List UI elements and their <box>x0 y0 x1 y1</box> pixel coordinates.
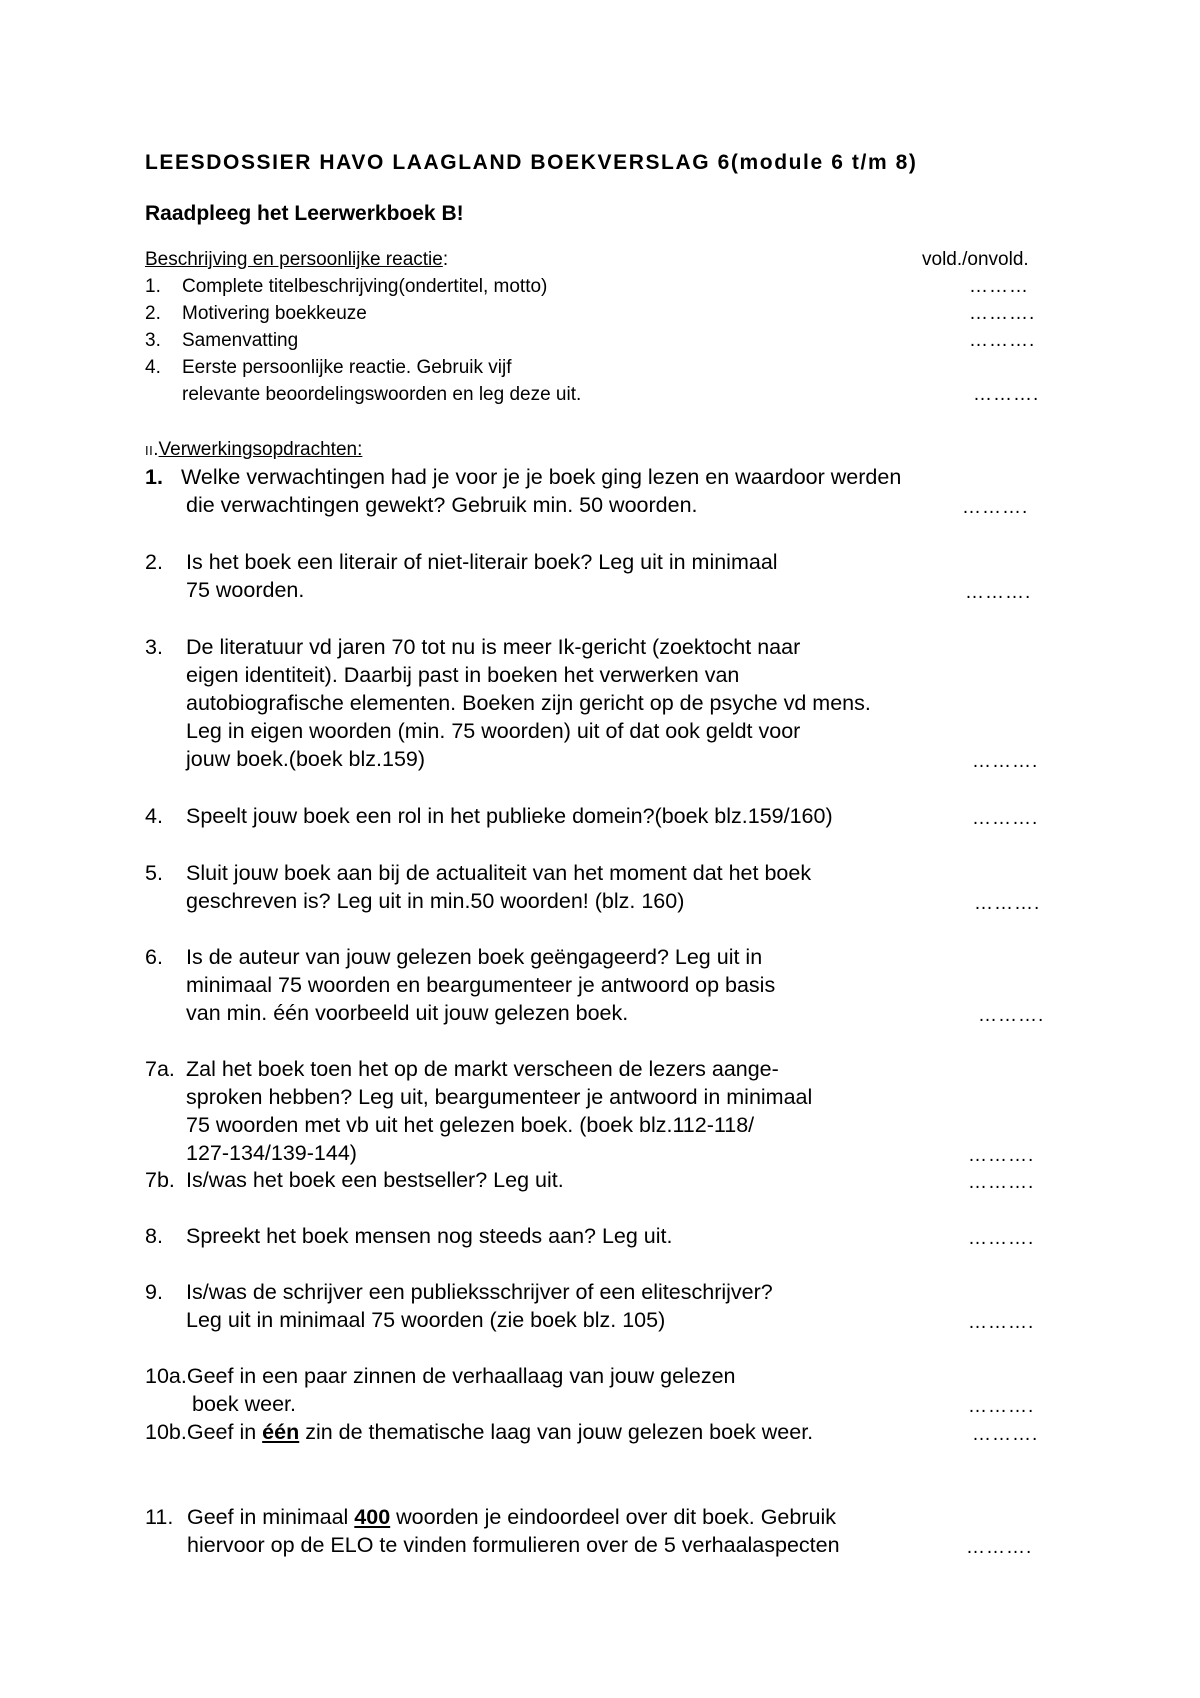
s2-item-text: van min. één voorbeeld uit jouw gelezen boek. <box>186 1001 629 1025</box>
s2-item-dots: ………. <box>972 1424 1039 1445</box>
s2-item-emphasis: 400 <box>354 1505 391 1529</box>
s2-item-text: Is/was de schrijver een publieksschrijver of een eliteschrijver? <box>186 1280 773 1304</box>
s2-item-text: minimaal 75 woorden en beargumenteer je antwoord op basis <box>186 973 776 997</box>
s2-item-dots: ………. <box>972 808 1039 829</box>
s2-item-text <box>145 1366 736 1388</box>
s2-item-dots: ………. <box>978 1005 1045 1026</box>
s2-item-text-pre: Geef in minimaal <box>187 1505 355 1529</box>
s2-item-dots: ………. <box>968 1172 1035 1193</box>
s2-item-text: 75 woorden met vb uit het gelezen boek. (boek blz.112-118/ <box>186 1113 755 1137</box>
s2-item-number: 8. <box>145 1224 163 1248</box>
s2-item-number-text: 1. <box>145 465 163 489</box>
section1-heading <box>145 250 448 269</box>
s2-item-text: 127-134/139-144) <box>186 1141 357 1165</box>
s2-item-text: Leg in eigen woorden (min. 75 woorden) uit of dat ook geldt voor <box>186 719 801 743</box>
s2-item-text: eigen identiteit). Daarbij past in boeken het verwerken van <box>186 663 740 687</box>
section1-heading-colon: : <box>442 249 449 270</box>
s1-item-text: Complete titelbeschrijving(ondertitel, motto) <box>182 276 548 297</box>
s2-item-text: geschreven is? Leg uit in min.50 woorden! (blz. 160) <box>186 889 685 913</box>
s2-item-number <box>145 467 163 489</box>
s1-item-dots: ……… <box>969 276 1029 297</box>
s2-item-text: hiervoor op de ELO te vinden formulieren over de 5 verhaalaspecten <box>187 1533 840 1557</box>
s2-item-text: Sluit jouw boek aan bij de actualiteit van het moment dat het boek <box>186 861 812 885</box>
s1-item-number: 3. <box>145 330 161 351</box>
s2-item-dots: ………. <box>965 582 1032 603</box>
s2-item-text <box>145 1422 813 1444</box>
s2-item-dots: ………. <box>968 1396 1035 1417</box>
s2-item-text: boek weer. <box>192 1392 296 1416</box>
section2-heading-text: Verwerkingsopdrachten: <box>158 439 363 460</box>
s2-item-text: Leg uit in minimaal 75 woorden (zie boek blz. 105) <box>186 1308 666 1332</box>
s2-item-number: 7b. <box>145 1168 175 1192</box>
s2-item-number: 2. <box>145 550 163 574</box>
s2-item-text: autobiografische elementen. Boeken zijn gericht op de psyche vd mens. <box>186 691 871 715</box>
s2-item-text: die verwachtingen gewekt? Gebruik min. 50 woorden. <box>186 493 698 517</box>
s1-item-dots: ………. <box>969 330 1036 351</box>
s2-item-text <box>187 1507 836 1529</box>
s2-item-text: sproken hebben? Leg uit, beargumenteer je antwoord in minimaal <box>186 1085 813 1109</box>
s2-item-text-pre: Geef in <box>186 1420 263 1444</box>
s2-item-text: Is de auteur van jouw gelezen boek geëngageerd? Leg uit in <box>186 945 763 969</box>
s1-item-number: 4. <box>145 357 161 378</box>
s2-item-text: jouw boek.(boek blz.159) <box>186 747 426 771</box>
s2-item-text: Spreekt het boek mensen nog steeds aan? Leg uit. <box>186 1224 673 1248</box>
s1-item-text: relevante beoordelingswoorden en leg deze uit. <box>182 384 582 405</box>
s1-item-number: 1. <box>145 276 161 297</box>
s2-item-text: Is het boek een literair of niet-literair boek? Leg uit in minimaal <box>186 550 778 574</box>
s2-item-dots: ………. <box>972 751 1039 772</box>
s1-item-dots: ………. <box>969 303 1036 324</box>
s2-item-number: 3. <box>145 635 163 659</box>
document-title: LEESDOSSIER HAVO LAAGLAND BOEKVERSLAG 6(module 6 t/m 8) <box>145 151 918 174</box>
section2-heading <box>145 440 362 459</box>
s2-item-text: 75 woorden. <box>186 578 305 602</box>
section2-roman-numeral: II <box>145 443 154 458</box>
section1-heading-text: Beschrijving en persoonlijke reactie <box>145 249 443 270</box>
s2-item-emphasis: één <box>262 1420 300 1444</box>
s1-item-text: Motivering boekkeuze <box>182 303 367 324</box>
s2-item-number: 4. <box>145 804 163 828</box>
s2-item-number: 10a. <box>145 1364 187 1388</box>
s2-item-text: Welke verwachtingen had je voor je je boek ging lezen en waardoor werden <box>181 465 902 489</box>
s1-item-dots: ………. <box>973 384 1040 405</box>
s2-item-text: De literatuur vd jaren 70 tot nu is meer Ik-gericht (zoektocht naar <box>186 635 801 659</box>
s2-item-dots: ………. <box>962 497 1029 518</box>
section2-heading-dot: . <box>153 439 159 460</box>
s2-item-text-post: zin de thematische laag van jouw gelezen boek weer. <box>299 1420 814 1444</box>
s2-item-dots: ………. <box>968 1312 1035 1333</box>
s2-item-number: 9. <box>145 1280 163 1304</box>
s2-item-text-line: Geef in een paar zinnen de verhaallaag van jouw gelezen <box>186 1364 736 1388</box>
s1-item-text: Samenvatting <box>182 330 299 351</box>
document-subtitle: Raadpleeg het Leerwerkboek B! <box>145 202 464 225</box>
s2-item-number: 7a. <box>145 1057 175 1081</box>
s2-item-dots: ………. <box>968 1228 1035 1249</box>
s2-item-text: Speelt jouw boek een rol in het publieke domein?(boek blz.159/160) <box>186 804 833 828</box>
s2-item-number: 6. <box>145 945 163 969</box>
s2-item-number: 11. <box>145 1505 174 1529</box>
s2-item-number: 5. <box>145 861 163 885</box>
s2-item-text-post: woorden je eindoordeel over dit boek. Gebruik <box>390 1505 836 1529</box>
s2-item-number: 10b. <box>145 1420 187 1444</box>
score-column-header: vold./onvold. <box>922 249 1029 270</box>
s1-item-number: 2. <box>145 303 161 324</box>
s2-item-dots: ………. <box>974 893 1041 914</box>
s2-item-text: Zal het boek toen het op de markt verscheen de lezers aange- <box>186 1057 779 1081</box>
s2-item-dots: ………. <box>966 1537 1033 1558</box>
s2-item-text: Is/was het boek een bestseller? Leg uit. <box>186 1168 564 1192</box>
s1-item-text: Eerste persoonlijke reactie. Gebruik vijf <box>182 357 512 378</box>
s2-item-dots: ………. <box>968 1145 1035 1166</box>
